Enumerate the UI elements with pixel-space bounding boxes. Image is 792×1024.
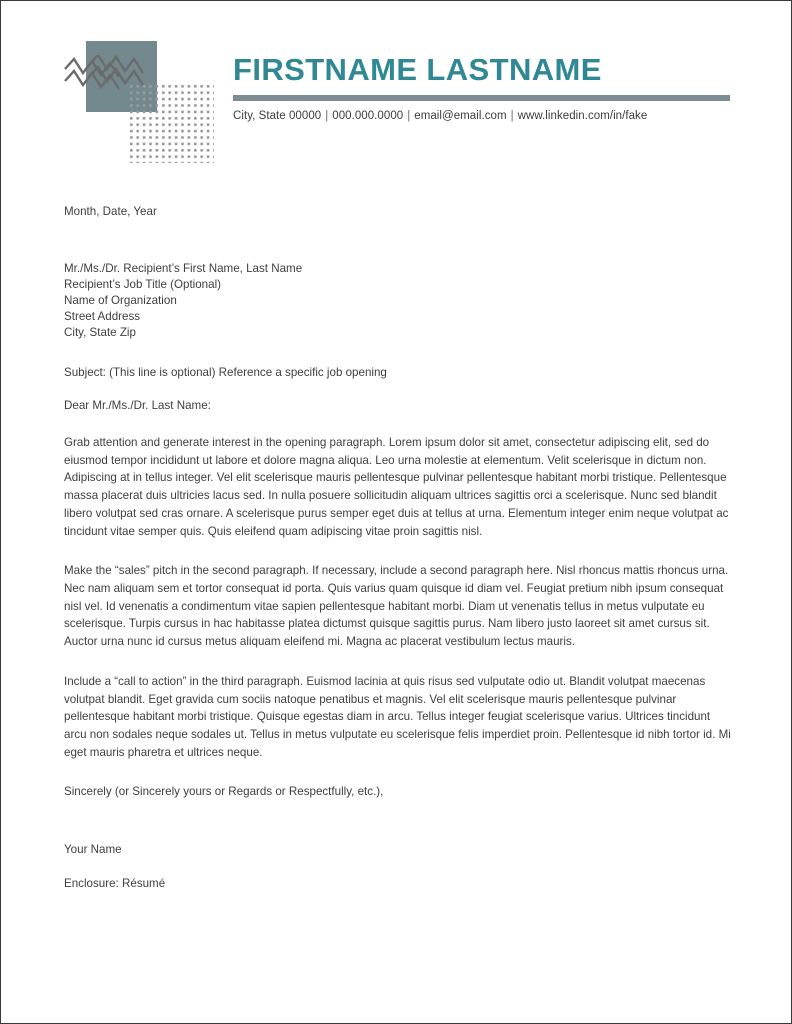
recipient-title: Recipient’s Job Title (Optional) bbox=[64, 277, 222, 291]
contact-email[interactable]: email@email.com bbox=[414, 110, 507, 123]
contact-phone: 000.000.0000 bbox=[332, 110, 404, 123]
closing-line: Sincerely (or Sincerely yours or Regards or Respectfully, etc.), bbox=[64, 784, 384, 798]
subject-line: Subject: (This line is optional) Reference a specific job opening bbox=[64, 365, 387, 379]
recipient-city: City, State Zip bbox=[64, 326, 136, 340]
recipient-street: Street Address bbox=[64, 310, 141, 324]
contact-separator-1: | bbox=[325, 110, 329, 123]
contact-separator-3: | bbox=[510, 110, 514, 123]
letter-date: Month, Date, Year bbox=[64, 205, 157, 218]
salutation-line: Dear Mr./Ms./Dr. Last Name: bbox=[64, 399, 211, 413]
letter-body bbox=[64, 206, 731, 889]
body-paragraph-3: Include a “call to action” in the third paragraph. Euismod lacinia at quis risus sed vulputate odio ut. Blandit volutpat maecenas volutpat blandit. Eget gravida cum sociis natoque penatibus et magnis. Vel elit scelerisque mauris pellentesque pulvinar pellentesque habitant morbi tristique. Quisque egestas diam in arcu. Tellus integer feugiat scelerisque varius. Ultrices tincidunt arcu non sodales neque sodales ut. Tellus in metus vulputate eu scelerisque felis imperdiet proin. Pellentesque id nibh tortor id. Mi eget mauris pharetra et ultrices neque. bbox=[64, 674, 731, 759]
recipient-name: Mr./Ms./Dr. Recipient’s First Name, Last Name bbox=[64, 261, 303, 275]
contact-location: City, State 00000 bbox=[233, 110, 322, 123]
body-paragraph-1: Grab attention and generate interest in the opening paragraph. Lorem ipsum dolor sit amet, consectetur adipiscing elit, sed do eiusmod tempor incididunt ut labore et dolore magna aliqua. Leo urna molestie at elementum. Velit scelerisque in dictum non. Adipiscing at in tellus integer. Vel elit scelerisque mauris pellentesque pulvinar pellentesque habitant morbi tristique. Pellentesque massa placerat duis ultricies lacus sed. In nulla posuere sollicitudin aliquam ultrices sagittis orci a scelerisque. Nunc sed blandit libero volutpat sed cras ornare. A scelerisque purus semper eget duis at tellus at urna. Elementum integer enim neque volutpat ac tincidunt vitae semper quis. Quis eleifend quam adipiscing vitae proin sagittis nisl. bbox=[64, 435, 729, 538]
contact-linkedin[interactable]: www.linkedin.com/in/fake bbox=[517, 110, 648, 123]
body-paragraph-2: Make the “sales” pitch in the second paragraph. If necessary, include a second paragraph here. Nisl rhoncus mattis rhoncus urna. Nec nam aliquam sem et tortor consequat id porta. Quis varius quam quisque id diam vel. Feugiat pretium nibh ipsum consequat nisl vel. Id venenatis a condimentum vitae sapien pellentesque habitant morbi. Diam ut venenatis tellus in metus vulputate eu scelerisque. Turpis cursus in hac habitasse platea dictumst quisque sagittis purus. Nam libero justo laoreet sit amet cursus sit. Auctor urna nunc id cursus metus aliquam eleifend mi. Magna ac placerat vestibulum lectus mauris. bbox=[64, 564, 729, 649]
header-divider-rule bbox=[233, 95, 730, 101]
contact-separator-2: | bbox=[407, 110, 411, 123]
page-title-full-name: FIRSTNAME LASTNAME bbox=[233, 52, 602, 87]
recipient-address-block bbox=[64, 261, 731, 342]
contact-info-line bbox=[233, 110, 733, 122]
header-decorative-graphic bbox=[63, 35, 223, 160]
signature-name: Your Name bbox=[64, 843, 122, 857]
recipient-org: Name of Organization bbox=[64, 294, 177, 308]
zigzag-lines-shape bbox=[63, 55, 183, 100]
enclosure-line: Enclosure: Résumé bbox=[64, 876, 166, 890]
header-text-block bbox=[233, 53, 733, 122]
